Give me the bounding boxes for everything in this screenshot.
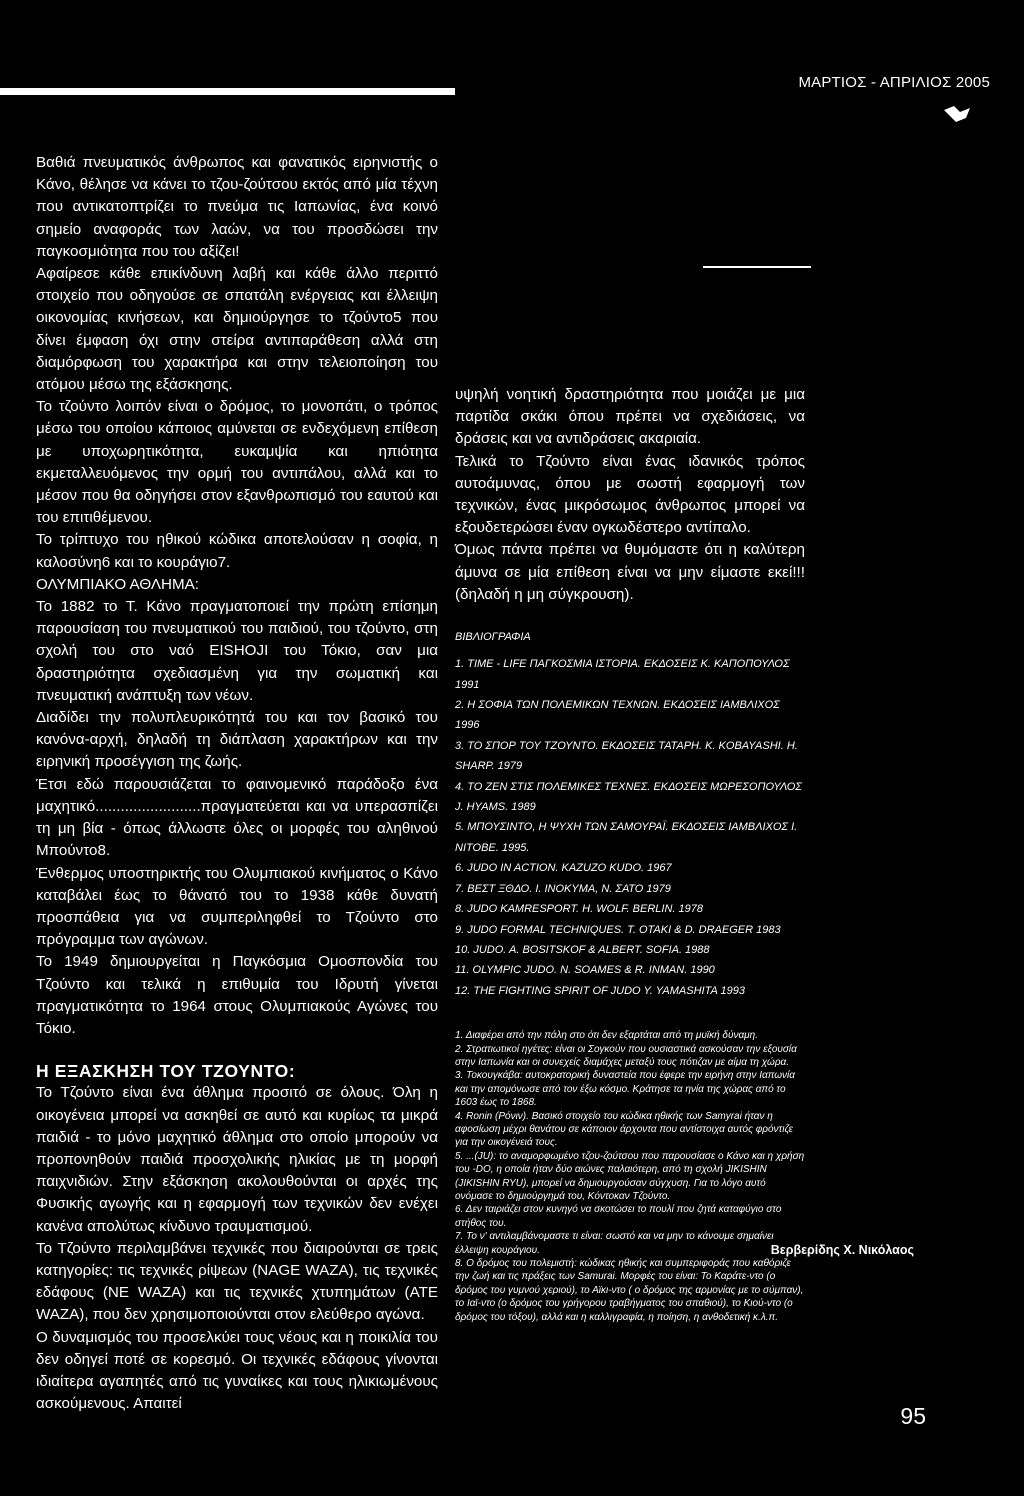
paragraph: Αφαίρεσε κάθε επικίνδυνη λαβή και κάθε άλλο περιττό στοιχείο που οδηγούσε σε σπατάλη ενέργειας και έλλειψη οικονομίας κινήσεων, και δημιούργησε το τζούντο5 που δίνει έμφαση όχι στην στείρα αντιπαράθεση αλλά στη διαμόρφωση του χαρακτήρα και στην τελειοποίηση του ατόμου μέσω της εξάσκησης.	[36, 265, 438, 394]
footnote: 3. Τοκουγκάβα: αυτοκρατορική δυναστεία που έφερε την ειρήνη στην Ιαπωνία και την απομόνωσε από τον έξω κόσμο. Κράτησε τα ηνία της χώρας από το 1603 έως το 1868.	[455, 1070, 795, 1109]
paragraph: υψηλή νοητική δραστηριότητα που μοιάζει με μια παρτίδα σκάκι όπου πρέπει να σχεδιάσεις, να δράσεις και να αντιδράσεις ακαριαία.	[455, 386, 805, 448]
paragraph: Όμως πάντα πρέπει να θυμόμαστε ότι η καλύτερη άμυνα σε μία επίθεση είναι να μην είμαστε εκεί!!! (δηλαδή η μη σύγκρουση).	[455, 541, 805, 603]
footnote: 8. Ο δρόμος του πολεμιστή: κώδικας ηθικής και συμπεριφοράς που καθόριζε την ζωή και τις πράξεις των Samurai. Μορφές του είναι: Το Καράτε-ντο (ο δρόμος του γυμνού χεριού), το Αϊκι-ντο ( ο δρόμος της αρμονίας με το σύμπαν), το Ιαϊ-ντο (ο δρόμος του γρήγορου τραβήγματος του σπαθιού), το Κιού-ντο (ο δρόμος του τόξου), αλλά και η καλλιγραφία, η ποίηση, η ανθοδετική κ.λ.π.	[455, 1258, 804, 1323]
bibliography-item: 5. ΜΠΟΥΣΙΝΤΟ, Η ΨΥΧΗ ΤΩΝ ΣΑΜΟΥΡΑΪ. ΕΚΔΟΣΕΙΣ ΙΑΜΒΛΙΧΟΣ I. NITOBE. 1995.	[455, 821, 798, 854]
header-rule	[0, 88, 455, 95]
paragraph: Ένθερμος υποστηρικτής του Ολυμπιακού κινήματος ο Κάνο καταβάλει έως το θάνατό του το 1938 κάθε δυνατή προσπάθεια για να συμπεριληφθεί το Τζούντο στο πρόγραμμα των αγώνων.	[36, 864, 438, 949]
footnote: 6. Δεν ταιριάζει στον κυνηγό να σκοτώσει το πουλί που ζητά καταφύγιο στο στήθος του.	[455, 1204, 782, 1229]
bibliography-item: 4. ΤΟ ΖΕΝ ΣΤΙΣ ΠΟΛΕΜΙΚΕΣ ΤΕΧΝΕΣ. ΕΚΔΟΣΕΙΣ ΜΩΡΕΣΟΠΟΥΛΟΣ J. HYAMS. 1989	[455, 780, 802, 814]
paragraph: Έτσι εδώ παρουσιάζεται το φαινομενικό παράδοξο ένα μαχητικό.........................πραγματεύεται και να υπερασπίζει τη μη βία - όπως άλλωστε όλες οι μορφές του αληθινού Μπούντο8.	[36, 775, 438, 860]
bibliography-item: 9. JUDO FORMAL TECHNIQUES. T. OTAKI & D. DRAEGER 1983	[455, 923, 781, 936]
footnote: 2. Στρατιωτικοί ηγέτες: είναι οι Σογκούν που ουσιαστικά ασκούσαν την εξουσία στην Ιαπωνία και οι συνεχείς διαμάχες μεταξύ τους πότιζαν με αίμα τη χώρα.	[455, 1043, 797, 1068]
footnote: 7. Το ν' αντιλαμβάνομαστε τι είναι: σωστό και να μην το κάνουμε σημαίνει έλλειψη κουράγιου.	[455, 1231, 774, 1256]
bibliography-item: 7. ΒΕΣΤ ΞΘΔΟ. I. INOKYMA, N. ΣΑΤΟ 1979	[455, 882, 671, 895]
paragraph: Ο δυναμισμός του προσελκύει τους νέους και η ποικιλία του δεν οδηγεί ποτέ σε κορεσμό. Οι τεχνικές εδάφους γίνονται ιδιαίτερα αγαπητές από τις γυναίκες και τους ηλικιωμένους ασκούμενους. Απαιτεί	[36, 1328, 438, 1413]
paragraph: Το Τζούντο περιλαμβάνει τεχνικές που διαιρούνται σε τρεις κατηγορίες: τις τεχνικές ρίψεων (NAGE WAZA), τις τεχνικές εδάφους (NE WAZA) και τις τεχνικές χτυπημάτων (ATE WAZA), που δεν χρησιμοποιούνται στον ελεύθερο αγώνα.	[36, 1239, 438, 1324]
page-number: 95	[900, 1403, 926, 1429]
paragraph: Διαδίδει την πολυπλευρικότητά του και τον βασικό του κανόνα-αρχή, δηλαδή τη διάπλαση χαρακτήρων και την ειρηνική προσέγγιση της ζωής.	[36, 709, 438, 771]
paragraph: Τελικά το Τζούντο είναι ένας ιδανικός τρόπος αυτοάμυνας, όπου με σωστή εφαρμογή των τεχνικών, ένας μικρόσωμος άνθρωπος μπορεί να εξουδετερώσει έναν ογκωδέστερο αντίπαλο.	[455, 452, 805, 537]
paragraph: Το τρίπτυχο του ηθικού κώδικα αποτελούσαν η σοφία, η καλοσύνη6 και το κουράγιο7.	[36, 531, 438, 571]
bibliography-title: ΒΙΒΛΙΟΓΡΑΦΙΑ	[455, 631, 531, 644]
footnote: 1. Διαφέρει από την πάλη στο ότι δεν εξαρτάται από τη μυϊκή δύναμη.	[455, 1030, 758, 1042]
bibliography-item: 8. JUDO KAMRESPORT. H. WOLF. BERLIN. 1978	[455, 903, 703, 916]
paragraph: Βαθιά πνευματικός άνθρωπος και φανατικός ειρηνιστής ο Κάνο, θέλησε να κάνει το τζου-ζούτσου εκτός από μία τέχνη που αντικατοπτρίζει το πνεύμα τις Ιαπωνίας, ένα κοινό σημείο αναφοράς των λαών, να του προσδώσει την παγκοσμιότητα που του αξίζει!	[36, 154, 438, 260]
footnote: 4. Ronin (Ρόνιν). Βασικό στοιχείο του κώδικα ηθικής των Samyrai ήταν η αφοσίωση μέχρι θανάτου σε κάποιον άρχοντα που αντίστοιχα αυτός φρόντιζε για την οικογένειά τους.	[455, 1110, 793, 1149]
left-column	[36, 152, 438, 1415]
separator-line	[703, 266, 811, 268]
paragraph: Το Τζούντο είναι ένα άθλημα προσιτό σε όλους. Όλη η οικογένεια μπορεί να ασκηθεί σε αυτό και κυρίως τα μικρά παιδιά - το μόνο μαχητικό άθλημα στο οποίο μπορούν να προπονηθούν παιδιά προσχολικής ηλικίας με τη μορφή παιχνιδιών. Στην εξάσκηση ακολουθούνται οι αρχές της Φυσικής αγωγής και η εφαρμογή των τεχνικών δεν ενέχει κανένα απολύτως κίνδυνο τραυματισμού.	[36, 1084, 438, 1235]
section-subheading: ΟΛΥΜΠΙΑΚΟ ΑΘΛΗΜΑ:	[36, 575, 199, 593]
section-heading: Η ΕΞΑΣΚΗΣΗ ΤΟΥ ΤΖΟΥΝΤΟ:	[36, 1061, 296, 1082]
paragraph: Το 1882 το Τ. Κάνο πραγματοποιεί την πρώτη επίσημη παρουσίαση του πνευματικού του παιδιού, του τζούντο, στη σχολή του στο ναό EISHOJI του Τόκιο, σαν μια δραστηριότητα σχεδιασμένη για την σωματική και πνευματική ανάπτυξη των νέων.	[36, 598, 438, 704]
bibliography-item: 12. THE FIGHTING SPIRIT OF JUDO Y. YAMASHITA 1993	[455, 984, 745, 997]
bibliography-item: 11. OLYMPIC JUDO. N. SOAMES & R. INMAN. 1990	[455, 964, 715, 977]
footnotes	[455, 1029, 805, 1324]
bibliography-item: 6. JUDO IN ACTION. KAZUZO KUDO. 1967	[455, 862, 672, 875]
footnote: 5. ...(JU): το αναμορφωμένο τζου-ζούτσου που παρουσίασε ο Κάνο και η χρήση του -DO, η οποία ήταν δύο αιώνες παλαιότερη, από τη σχολή JIKISHIN (JIKISHIN RYU), μπορεί να δημιουργούσαν σύγχυση. Για το λόγο αυτό ονόμασε το δημιούργημά του, Κόντοκαν Τζούντο.	[455, 1150, 805, 1203]
bibliography-list	[455, 654, 805, 1001]
bibliography-item: 1. TIME - LIFE ΠΑΓΚΟΣΜΙΑ ΙΣΤΟΡΙΑ. ΕΚΔΟΣΕΙΣ Κ. ΚΑΠΟΠΟΥΛΟΣ 1991	[455, 658, 790, 691]
right-column	[455, 384, 805, 1324]
decorative-ornament-icon	[942, 104, 972, 124]
paragraph: Το 1949 δημιουργείται η Παγκόσμια Ομοσπονδία του Τζούντο και τελικά η επιθυμία του Ιδρυτή γίνεται πραγματικότητα το 1964 στους Ολυμπιακούς Αγώνες του Τόκιο.	[36, 953, 438, 1037]
bibliography-item: 10. JUDO. A. BOSITSKOF & ALBERT. SOFIA. 1988	[455, 943, 710, 956]
author-name: Βερβερίδης Χ. Νικόλαος	[770, 1243, 914, 1257]
issue-label: ΜΑΡΤΙΟΣ - ΑΠΡΙΛΙΟΣ 2005	[798, 74, 990, 91]
bibliography-item: 3. ΤΟ ΣΠΟΡ ΤΟΥ ΤΖΟΥΝΤΟ. ΕΚΔΟΣΕΙΣ ΤΑΤΑΡΗ. Κ. KOBAYASHI. H. SHARP. 1979	[455, 739, 798, 773]
paragraph: Το τζούντο λοιπόν είναι ο δρόμος, το μονοπάτι, ο τρόπος μέσω του οποίου κάποιος αμύνεται σε ενδεχόμενη επίθεση με υποχωρητικότητα, ευκαμψία και ηπιότητα εκμεταλλευόμενος την ορμή του αντιπάλου, αλλά και το μέσον που θα οδηγήσει στον εξανθρωπισμό του εαυτού και του επιτιθέμενου.	[36, 398, 438, 527]
bibliography-item: 2. Η ΣΟΦΙΑ ΤΩΝ ΠΟΛΕΜΙΚΩΝ ΤΕΧΝΩΝ. ΕΚΔΟΣΕΙΣ ΙΑΜΒΛΙΧΟΣ 1996	[455, 699, 780, 732]
